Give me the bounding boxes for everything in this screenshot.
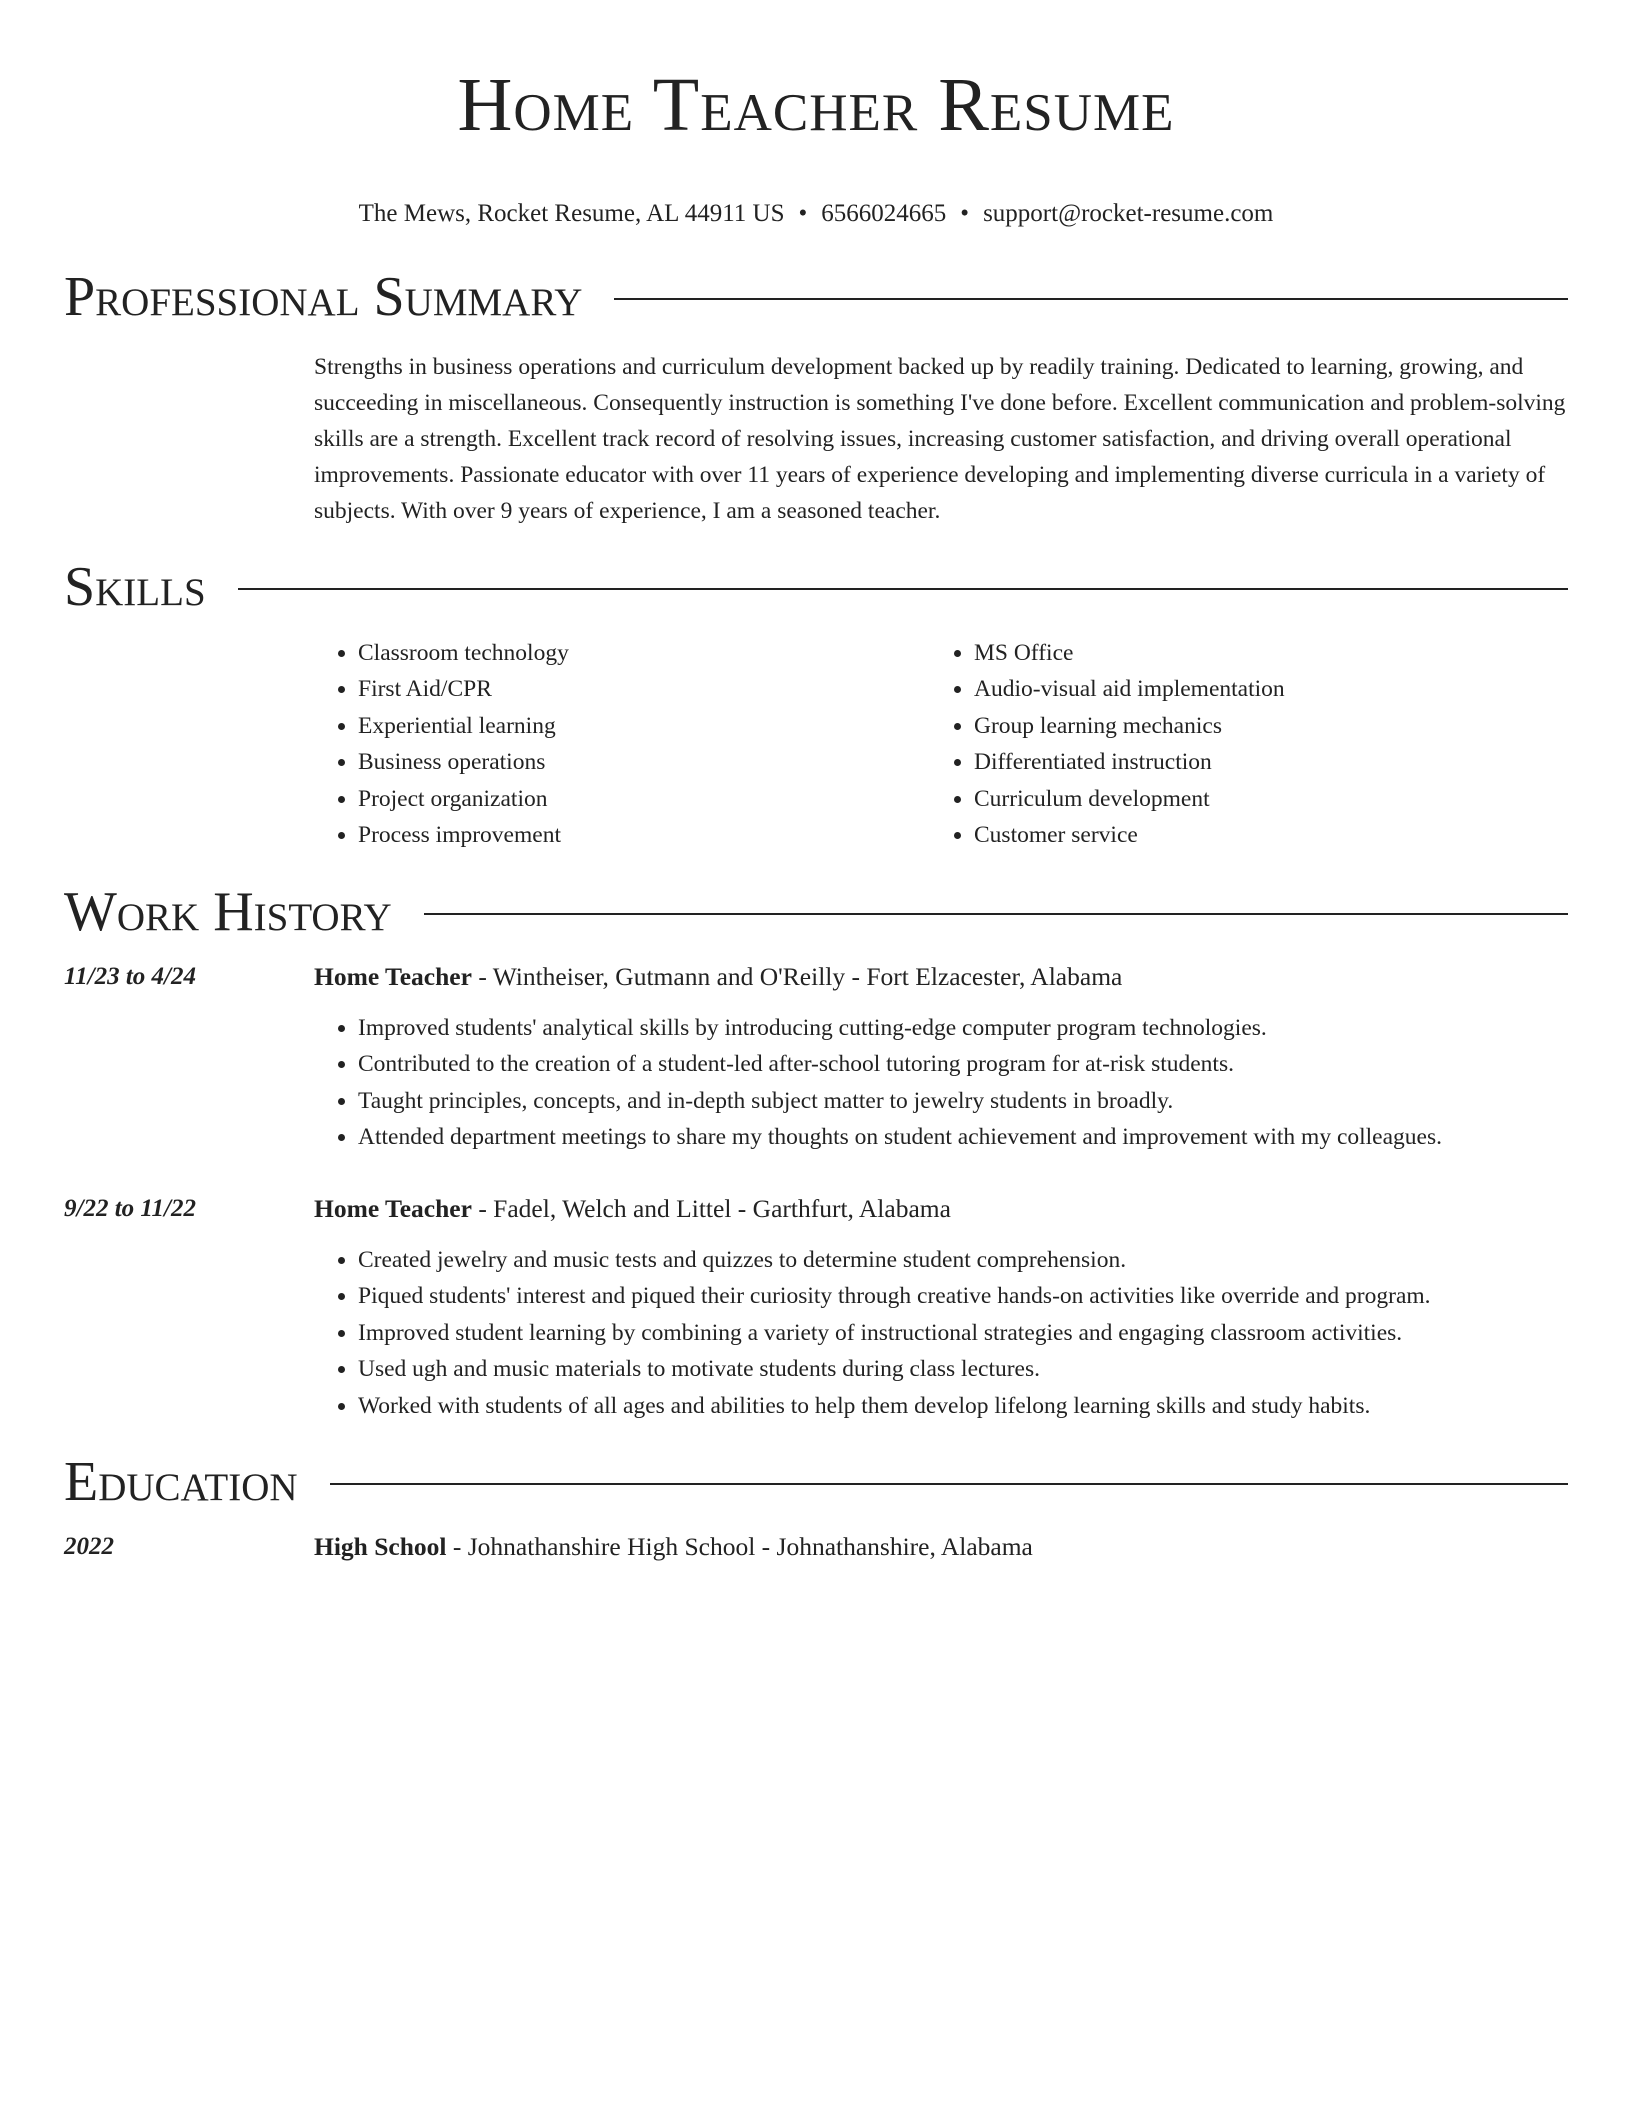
skills-column-right [930,635,1546,854]
job-bullet: • Attended department meetings to share my thoughts on student achievement and improvement with my colleagues. [358,1119,1568,1156]
job-title: Home Teacher [314,1193,472,1223]
job-date: 9/22 to 11/22 [64,1194,196,1222]
job-bullet: • Piqued students' interest and piqued their curiosity through creative hands-on activities like override and program. [358,1278,1568,1315]
contact-phone: 6566024665 [821,199,947,227]
contact-email: support@rocket-resume.com [983,199,1274,227]
section-divider [238,588,1568,590]
summary-section-header [64,267,1568,327]
education-heading: Education [64,1451,298,1514]
section-divider [330,1483,1568,1485]
section-divider [614,298,1568,300]
separator-dot: • [960,199,970,227]
education-body [314,1530,1568,1564]
job-bullet: • Improved student learning by combining a variety of instructional strategies and engaging classroom activities. [358,1315,1568,1352]
job-bullet: • Created jewelry and music tests and quizzes to determine student comprehension. [358,1242,1568,1279]
work-heading: Work History [64,880,392,943]
job-entry [64,1192,1568,1425]
skill-item: • Curriculum development [974,781,1546,818]
job-heading [314,1192,1568,1226]
skill-item: • Group learning mechanics [974,708,1546,745]
education-degree: High School [314,1532,447,1562]
job-bullet: • Taught principles, concepts, and in-depth subject matter to jewelry students in broadly. [358,1083,1568,1120]
job-title: Home Teacher [314,961,472,991]
job-heading [314,960,1568,994]
job-date: 11/23 to 4/24 [64,962,196,990]
education-date: 2022 [64,1533,114,1561]
skill-item: • Differentiated instruction [974,744,1546,781]
skill-item: • Audio-visual aid implementation [974,671,1546,708]
skill-item: • Process improvement [358,817,930,854]
job-bullet: • Worked with students of all ages and abilities to help them develop lifelong learning skills and study habits. [358,1388,1568,1425]
contact-address: The Mews, Rocket Resume, AL 44911 US [358,199,785,227]
job-employer: - Wintheiser, Gutmann and O'Reilly - Fort Elzacester, Alabama [471,961,1123,991]
education-school: - Johnathanshire High School - Johnathanshire, Alabama [446,1532,1033,1562]
skill-item: • Project organization [358,781,930,818]
job-employer: - Fadel, Welch and Littel - Garthfurt, Alabama [471,1193,951,1223]
education-section-header [64,1452,1568,1512]
job-bullets [314,1010,1568,1156]
summary-heading: Professional Summary [64,265,583,328]
job-bullet: • Improved students' analytical skills by introducing cutting-edge computer program technologies. [358,1010,1568,1047]
job-body [314,960,1568,1156]
section-divider [424,913,1568,915]
contact-line [64,199,1568,229]
resume-title: Home Teacher Resume [457,63,1175,147]
job-bullet: • Used ugh and music materials to motivate students during class lectures. [358,1351,1568,1388]
separator-dot: • [798,199,808,227]
job-bullets [314,1242,1568,1425]
skill-item: • MS Office [974,635,1546,672]
skill-item: • Classroom technology [358,635,930,672]
skills-section-header [64,557,1568,617]
skill-item: • Business operations [358,744,930,781]
work-section-header [64,882,1568,942]
education-heading-line [314,1530,1568,1564]
job-entry [64,960,1568,1156]
summary-text: Strengths in business operations and curriculum development backed up by readily training. Dedicated to learning, growing, and succeeding in miscellaneous. Consequently instruction is something I've done before. Excellent communication and problem-solving skills are a strength. Excellent track record of resolving issues, increasing customer satisfaction, and driving overall operational improvements. Passionate educator with over 11 years of experience developing and implementing diverse curricula in a variety of subjects. With over 9 years of experience, I am a seasoned teacher. [314,353,1566,524]
skills-heading: Skills [64,555,206,618]
resume-page [64,0,1568,1564]
education-entry [64,1530,1568,1564]
skill-item: • First Aid/CPR [358,671,930,708]
skill-item: • Experiential learning [358,708,930,745]
job-body [314,1192,1568,1425]
job-bullet: • Contributed to the creation of a student-led after-school tutoring program for at-risk students. [358,1046,1568,1083]
skill-item: • Customer service [974,817,1546,854]
skills-list [314,635,1568,854]
skills-column-left [314,635,930,854]
